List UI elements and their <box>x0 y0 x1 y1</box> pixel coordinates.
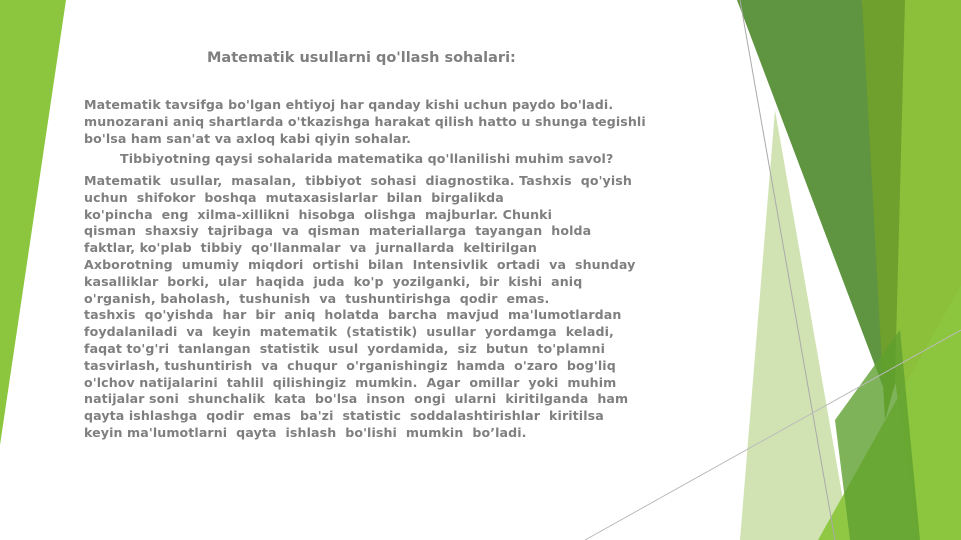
body-line: qayta ishlashga qodir emas ba'zi statistic soddalashtirishlar kiritilsa <box>84 408 604 424</box>
body-line: kasalliklar borki, ular haqida juda ko'p yozilganki, bir kishi aniq <box>84 273 583 289</box>
body-line: tasvirlash, tushuntirish va chuqur o'rganishingiz hamda o'zaro bog'liq <box>84 357 616 373</box>
question-text: Tibbiyotning qaysi sohalarida matematika qo'llanilishi muhim savol? <box>120 151 614 166</box>
intro-line: Matematik tavsifga bo'lgan ehtiyoj har qanday kishi uchun paydo bo'ladi. <box>84 97 614 112</box>
intro-line: munozarani aniq shartlarda o'tkazishga harakat qilish hatto u shunga tegishli <box>84 114 646 129</box>
body-line: faktlar, ko'plab tibbiy qo'llanmalar va jurnallarda keltirilgan <box>84 240 537 256</box>
body-line: foydalaniladi va keyin matematik (statistik) usullar yordamga keladi, <box>84 324 614 340</box>
intro-line: bo'lsa ham san'at va axloq kabi qiyin sohalar. <box>84 131 412 146</box>
slide-title: Matematik usullarni qo'llash sohalari: <box>207 50 516 66</box>
body-line: keyin ma'lumotlarni qayta ishlash bo'lishi mumkin bo’ladi. <box>84 425 527 440</box>
body-line: o'lchov natijalarini tahlil qilishingiz mumkin. Agar omillar yoki muhim <box>84 374 617 390</box>
body-line: o'rganish, baholash, tushunish va tushuntirishga qodir emas. <box>84 290 550 306</box>
body-line: qisman shaxsiy tajribaga va qisman materiallarga tayangan holda <box>84 223 592 239</box>
left-green-triangle <box>0 0 66 445</box>
body-line: uchun shifokor boshqa mutaxasislarlar bilan birgalikda <box>84 189 504 205</box>
body-line: faqat to'g'ri tanlangan statistik usul yordamida, siz butun to'plamni <box>84 341 606 356</box>
body-line: natijalar soni shunchalik kata bo'lsa inson ongi ularni kiritilganda ham <box>84 391 629 407</box>
body-line: tashxis qo'yishda har bir aniq holatda barcha mavjud ma'lumotlardan <box>84 307 622 323</box>
body-line: Axborotning umumiy miqdori ortishi bilan Intensivlik ortadi va shunday <box>84 257 636 272</box>
body-line: ko'pincha eng xilma-xillikni hisobga olishga majburlar. Chunki <box>84 206 553 222</box>
body-line: Matematik usullar, masalan, tibbiyot sohasi diagnostika. Tashxis qo'yish <box>84 173 632 188</box>
